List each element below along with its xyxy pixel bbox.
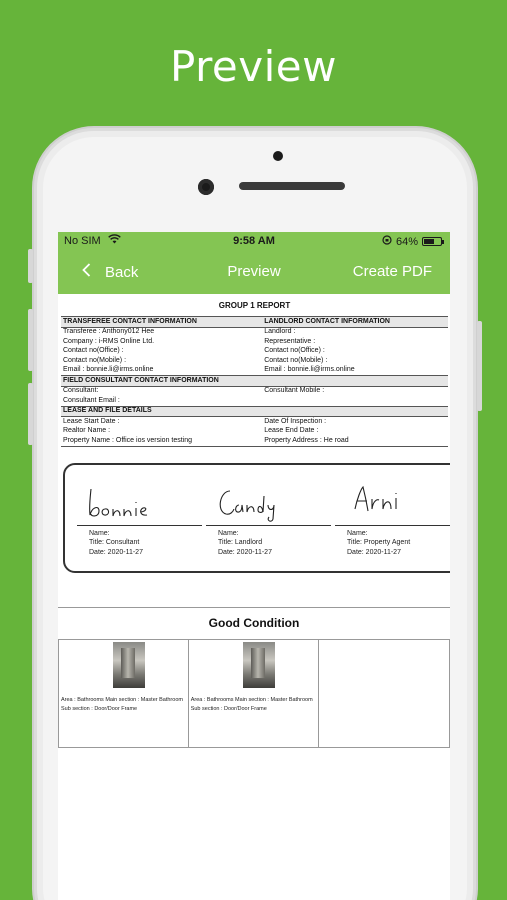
info-cell: Date Of Inspection : — [264, 417, 327, 425]
phone-volume-down — [28, 383, 33, 445]
info-row — [61, 337, 448, 347]
info-cell: Email : bonnie.li@irms.online — [63, 366, 154, 373]
condition-title: Good Condition — [58, 608, 450, 640]
section-header — [262, 406, 448, 417]
section-header: FIELD CONSULTANT CONTACT INFORMATION — [61, 376, 262, 387]
signer-date: Date: 2020-11-27 — [89, 548, 143, 556]
info-cell: Company : i-RMS Online Ltd. — [63, 337, 155, 345]
info-cell: Property Address : He road — [264, 436, 349, 444]
report-title: GROUP 1 REPORT — [218, 301, 291, 310]
create-pdf-button[interactable]: Create PDF — [352, 263, 432, 280]
section-header-row — [61, 376, 448, 387]
condition-area: Area : Bathrooms Main section : Master Bathroom — [61, 696, 183, 703]
back-label: Back — [105, 264, 139, 281]
info-cell: Contact no(Office) : — [264, 347, 325, 354]
promo-headline: Preview — [170, 42, 337, 91]
phone-volume-up — [28, 309, 33, 371]
clock: 9:58 AM — [233, 235, 275, 247]
proximity-sensor — [273, 151, 283, 161]
info-cell: Transferee : Anthony012 Hee — [63, 328, 155, 335]
nav-bar — [58, 232, 450, 294]
signature-block — [77, 481, 207, 558]
section-header: LEASE AND FILE DETAILS — [61, 406, 262, 417]
signature-block — [335, 481, 450, 558]
info-cell: Contact no(Mobile) : — [264, 356, 328, 364]
report-document — [58, 294, 450, 573]
info-cell: Contact no(Office) : — [63, 347, 124, 354]
signature-line — [206, 525, 331, 526]
section-header-row — [61, 406, 448, 417]
condition-section — [58, 607, 450, 748]
info-row — [61, 417, 448, 427]
info-cell: Landlord : — [264, 328, 296, 335]
info-cell: Realtor Name : — [63, 427, 111, 434]
signature-line — [335, 525, 450, 526]
carrier-label: No SIM — [64, 235, 101, 247]
info-cell: Lease Start Date : — [63, 417, 120, 425]
signer-title: Title: Landlord — [218, 539, 263, 546]
info-row — [61, 436, 448, 446]
info-row — [61, 386, 448, 396]
section-header-row — [61, 317, 448, 328]
signature-candy — [206, 481, 331, 523]
condition-photo-card[interactable] — [189, 640, 320, 748]
battery-icon — [422, 237, 442, 246]
info-cell — [262, 396, 448, 406]
signer-name: Name: — [218, 529, 239, 537]
section-header: LANDLORD CONTACT INFORMATION — [262, 317, 448, 328]
condition-photo-card-empty — [319, 640, 450, 748]
condition-subsection: Sub section : Door/Door Frame — [190, 705, 267, 712]
condition-area: Area : Bathrooms Main section : Master Bathroom — [190, 696, 313, 703]
signer-name: Name: — [347, 529, 368, 537]
signer-date: Date: 2020-11-27 — [218, 548, 272, 556]
phone-side-button — [28, 249, 33, 283]
orientation-lock-icon — [382, 235, 392, 248]
info-row — [61, 366, 448, 376]
signature-panel — [63, 463, 450, 573]
signature-block — [206, 481, 336, 558]
signer-date: Date: 2020-11-27 — [347, 548, 401, 556]
signer-name: Name: — [89, 529, 110, 537]
phone-power-button — [477, 321, 482, 411]
door-frame-photo — [243, 642, 275, 688]
app-screen — [58, 232, 450, 900]
info-cell: Consultant: — [63, 387, 99, 394]
condition-photo-card[interactable] — [58, 640, 189, 748]
condition-photo-grid — [58, 640, 450, 748]
signature-line — [77, 525, 202, 526]
report-info-table — [61, 316, 448, 447]
section-header — [262, 376, 448, 387]
info-row — [61, 327, 448, 337]
info-cell: Consultant Email : — [63, 396, 120, 404]
door-frame-photo — [113, 642, 145, 688]
condition-subsection: Sub section : Door/Door Frame — [61, 705, 138, 712]
info-cell: Property Name : Office ios version testing — [63, 436, 193, 444]
info-row — [61, 356, 448, 366]
signer-title: Title: Property Agent — [347, 539, 411, 546]
info-row — [61, 427, 448, 437]
info-row — [61, 347, 448, 357]
info-cell: Consultant Mobile : — [264, 387, 325, 394]
info-cell: Contact no(Mobile) : — [63, 356, 127, 364]
page-title: Preview — [227, 263, 281, 280]
status-bar — [58, 232, 450, 250]
section-header: TRANSFEREE CONTACT INFORMATION — [61, 317, 262, 328]
signature-bonnie — [77, 481, 202, 523]
info-row — [61, 396, 448, 406]
earpiece-speaker — [239, 182, 345, 190]
info-cell: Email : bonnie.li@irms.online — [264, 366, 355, 373]
battery-percent: 64% — [395, 235, 418, 248]
info-cell: Representative : — [264, 337, 316, 345]
info-cell: Lease End Date : — [264, 427, 319, 434]
front-camera — [198, 179, 214, 195]
signature-arni — [335, 481, 450, 523]
signer-title: Title: Consultant — [89, 539, 140, 546]
